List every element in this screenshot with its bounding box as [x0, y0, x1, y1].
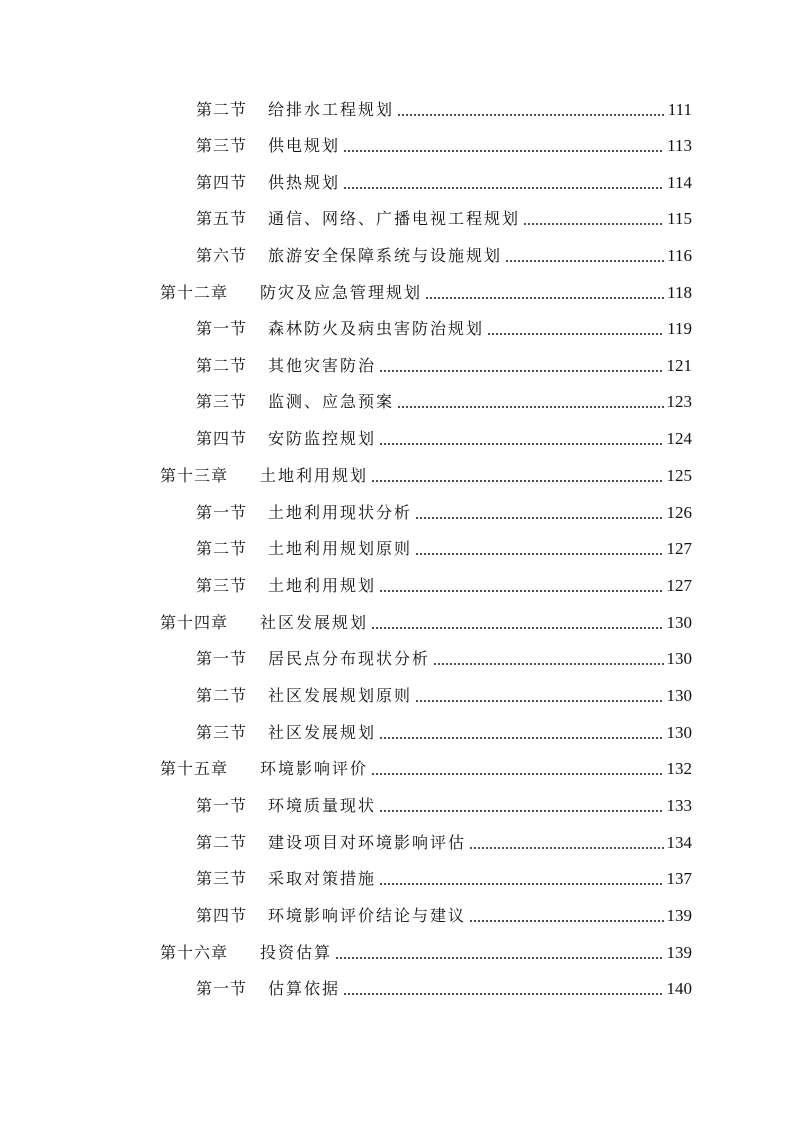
toc-entry[interactable] — [196, 314, 692, 344]
entry-title: 安防监控规划 — [268, 429, 377, 448]
entry-number: 第二节 — [196, 833, 248, 852]
page-number: 140 — [666, 979, 692, 998]
page-number: 137 — [666, 869, 692, 888]
toc-entry[interactable] — [196, 644, 692, 674]
entry-title: 社区发展规划 — [268, 723, 377, 742]
page-number: 124 — [666, 429, 692, 448]
dot-leader — [415, 700, 663, 702]
entry-number: 第四节 — [196, 173, 248, 192]
page-number: 130 — [666, 686, 692, 705]
toc-entry[interactable] — [196, 718, 692, 748]
dot-leader — [425, 297, 664, 299]
entry-title: 估算依据 — [268, 979, 341, 998]
entry-title: 旅游安全保障系统与设施规划 — [268, 246, 503, 265]
page-number: 126 — [666, 503, 692, 522]
entry-number: 第十六章 — [160, 943, 229, 962]
entry-number: 第六节 — [196, 246, 248, 265]
toc-entry[interactable] — [196, 571, 692, 601]
page-number: 111 — [667, 100, 692, 119]
toc-entry[interactable] — [196, 498, 692, 528]
toc-entry[interactable] — [196, 864, 692, 894]
dot-leader — [487, 333, 664, 335]
dot-leader — [343, 187, 664, 189]
toc-entry[interactable] — [196, 901, 692, 931]
dot-leader — [371, 627, 663, 629]
toc-entry[interactable] — [196, 828, 692, 858]
entry-number: 第三节 — [196, 136, 248, 155]
entry-number: 第二节 — [196, 100, 248, 119]
toc-entry[interactable] — [196, 95, 692, 125]
dot-leader — [415, 517, 663, 519]
page-number: 123 — [666, 392, 692, 411]
toc-entry[interactable] — [196, 131, 692, 161]
entry-number: 第一节 — [196, 503, 248, 522]
toc-entry[interactable] — [160, 608, 692, 638]
toc-entry[interactable] — [196, 534, 692, 564]
page-number: 115 — [667, 209, 692, 228]
page-number: 130 — [666, 649, 692, 668]
toc-entry[interactable] — [196, 204, 692, 234]
dot-leader — [469, 847, 663, 849]
entry-number: 第三节 — [196, 576, 248, 595]
entry-number: 第三节 — [196, 869, 248, 888]
page-number: 121 — [666, 356, 692, 375]
dot-leader — [371, 480, 663, 482]
entry-title: 建设项目对环境影响评估 — [268, 833, 467, 852]
entry-title: 居民点分布现状分析 — [268, 649, 431, 668]
entry-title: 其他灾害防治 — [268, 356, 377, 375]
toc-entry[interactable] — [196, 351, 692, 381]
entry-title: 监测、应急预案 — [268, 392, 395, 411]
toc-entry[interactable] — [160, 938, 692, 968]
entry-title: 社区发展规划 — [260, 613, 369, 632]
toc-entry[interactable] — [160, 461, 692, 491]
dot-leader — [433, 663, 663, 665]
entry-title: 供热规划 — [268, 173, 341, 192]
toc-entry[interactable] — [196, 424, 692, 454]
dot-leader — [379, 883, 663, 885]
toc-entry[interactable] — [160, 754, 692, 784]
entry-number: 第一节 — [196, 649, 248, 668]
dot-leader — [379, 370, 663, 372]
toc-entry[interactable] — [196, 681, 692, 711]
entry-title: 土地利用规划 — [268, 576, 377, 595]
dot-leader — [343, 993, 663, 995]
dot-leader — [379, 737, 663, 739]
entry-number: 第十三章 — [160, 466, 229, 485]
entry-number: 第二节 — [196, 356, 248, 375]
entry-number: 第十四章 — [160, 613, 229, 632]
page-number: 116 — [667, 246, 692, 265]
dot-leader — [505, 260, 664, 262]
toc-entry[interactable] — [160, 278, 692, 308]
page-number: 139 — [666, 906, 692, 925]
dot-leader — [335, 957, 663, 959]
dot-leader — [379, 443, 663, 445]
dot-leader — [371, 773, 663, 775]
page-number: 113 — [667, 136, 692, 155]
entry-title: 采取对策措施 — [268, 869, 377, 888]
page-number: 127 — [666, 576, 692, 595]
entry-title: 供电规划 — [268, 136, 341, 155]
page-number: 119 — [667, 319, 692, 338]
toc-entry[interactable] — [196, 168, 692, 198]
toc-entry[interactable] — [196, 974, 692, 1004]
entry-number: 第一节 — [196, 979, 248, 998]
dot-leader — [343, 150, 664, 152]
entry-title: 土地利用规划 — [260, 466, 369, 485]
page-number: 133 — [666, 796, 692, 815]
page-number: 134 — [666, 833, 692, 852]
dot-leader — [415, 553, 663, 555]
entry-number: 第十五章 — [160, 759, 229, 778]
page-number: 118 — [667, 283, 692, 302]
entry-title: 土地利用现状分析 — [268, 503, 413, 522]
entry-title: 给排水工程规划 — [268, 100, 395, 119]
dot-leader — [523, 223, 664, 225]
entry-number: 第三节 — [196, 392, 248, 411]
page-number: 130 — [666, 613, 692, 632]
page-number: 139 — [666, 943, 692, 962]
entry-title: 社区发展规划原则 — [268, 686, 413, 705]
dot-leader — [469, 920, 663, 922]
entry-title: 环境质量现状 — [268, 796, 377, 815]
entry-title: 森林防火及病虫害防治规划 — [268, 319, 485, 338]
entry-title: 投资估算 — [260, 943, 333, 962]
entry-number: 第一节 — [196, 319, 248, 338]
toc-entry[interactable] — [196, 241, 692, 271]
dot-leader — [397, 406, 663, 408]
entry-title: 环境影响评价结论与建议 — [268, 906, 467, 925]
dot-leader — [379, 810, 663, 812]
entry-title: 防灾及应急管理规划 — [260, 283, 423, 302]
toc-entry[interactable] — [196, 387, 692, 417]
page-number: 114 — [667, 173, 692, 192]
dot-leader — [397, 114, 665, 116]
entry-title: 通信、网络、广播电视工程规划 — [268, 209, 521, 228]
entry-number: 第四节 — [196, 429, 248, 448]
entry-number: 第二节 — [196, 686, 248, 705]
entry-number: 第一节 — [196, 796, 248, 815]
entry-title: 土地利用规划原则 — [268, 539, 413, 558]
entry-number: 第三节 — [196, 723, 248, 742]
dot-leader — [379, 590, 663, 592]
page-number: 125 — [666, 466, 692, 485]
entry-number: 第十二章 — [160, 283, 229, 302]
page-number: 127 — [666, 539, 692, 558]
entry-number: 第二节 — [196, 539, 248, 558]
page-number: 132 — [666, 759, 692, 778]
toc-entry[interactable] — [196, 791, 692, 821]
entry-title: 环境影响评价 — [260, 759, 369, 778]
entry-number: 第五节 — [196, 209, 248, 228]
entry-number: 第四节 — [196, 906, 248, 925]
page-number: 130 — [666, 723, 692, 742]
